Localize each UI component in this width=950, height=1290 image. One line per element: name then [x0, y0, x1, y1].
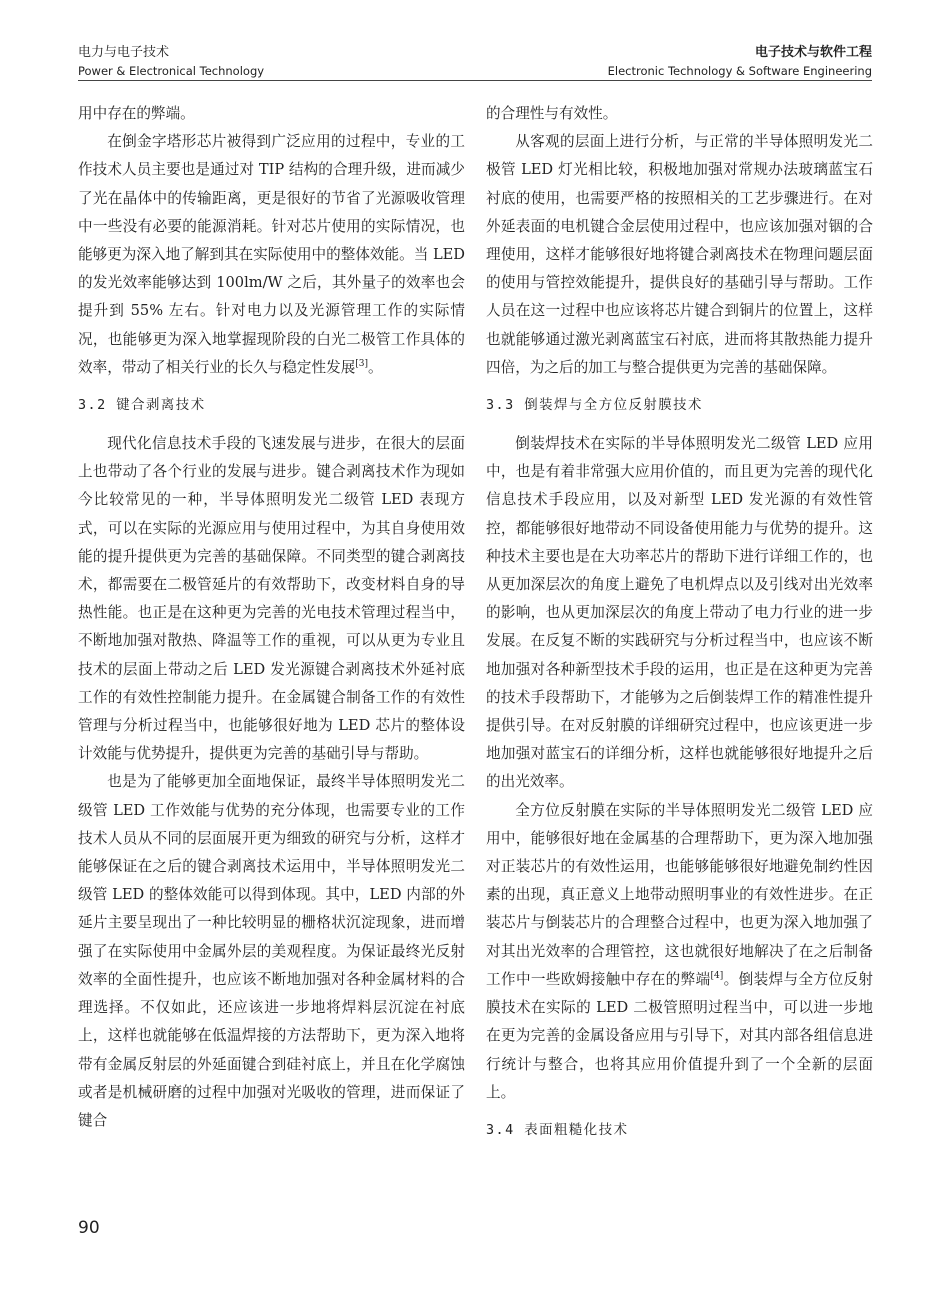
journal-category-cn: 电力与电子技术: [78, 45, 170, 60]
right-column: [486, 100, 873, 1155]
journal-title-cn: 电子技术与软件工程: [754, 45, 872, 60]
journal-category-en: Power & Electronical Technology: [78, 64, 265, 78]
paragraph: 用中存在的弊端。: [78, 105, 195, 122]
paragraph: [486, 797, 873, 1107]
section-heading-3-3: 3.3 倒装焊与全方位反射膜技术: [486, 398, 703, 414]
paragraph-text: 在倒金字塔形芯片被得到广泛应用的过程中，专业的工作技术人员主要也是通过对 TIP 结构的合理升级，进而减少了光在晶体中的传输距离，更是很好的节省了光源吸收管理中一些没有必要的能源消耗。针对芯片使用的实际情况，也能够更为深入地了解到其在实际使用中的整体效能。当 LED 的发光效率能够达到 100lm/W 之后，其外量子的效率也会提升到 55% 左右。针对电力以及光源管理工作的实际情况，也能够更为深入地掌握现阶段的白光二极管工作具体的效率，带动了相关行业的长久与稳定性发展: [78, 133, 465, 376]
journal-header-right: [608, 44, 872, 79]
paragraph: [78, 128, 465, 382]
paragraph-end: 。: [368, 358, 383, 376]
left-column: [78, 100, 465, 1135]
paragraph: 现代化信息技术手段的飞速发展与进步，在很大的层面上也带动了各个行业的发展与进步。键合剥离技术作为现如今比较常见的一种，半导体照明发光二级管 LED 表现方式，可以在实际的光源应用与使用过程中，为其自身使用效能的提升提供更为完善的基础保障。不同类型的键合剥离技术，都需要在二极管延片的有效帮助下，改变材料自身的导热性能。也正是在这种更为完善的光电技术管理过程当中，不断地加强对散热、降温等工作的重视，可以从更为专业且技术的层面上带动之后 LED 发光源键合剥离技术外延衬底工作的有效性控制能力提升。在金属键合制备工作的有效性管理与分析过程当中，也能够很好地为 LED 芯片的整体设计效能与优势提升，提供更为完善的基础引导与帮助。: [78, 435, 465, 763]
journal-title-en: Electronic Technology & Software Engineering: [607, 64, 872, 78]
paragraph-text: 全方位反射膜在实际的半导体照明发光二级管 LED 应用中，能够很好地在金属基的合理帮助下，更为深入地加强对正装芯片的有效性运用，也能够能够很好地避免制约性因素的出现，真正意义上地带动照明事业的有效性进步。在正装芯片与倒装芯片的合理整合过程中，也更为深入地加强了对其出光效率的合理管控，这也就很好地解决了在之后制备工作中一些欧姆接触中存在的弊端: [486, 801, 873, 988]
page-number: 90: [78, 1218, 100, 1238]
journal-header-left: [78, 44, 264, 79]
citation-ref: [4]: [710, 971, 724, 982]
paragraph: 也是为了能够更加全面地保证，最终半导体照明发光二级管 LED 工作效能与优势的充分体现，也需要专业的工作技术人员从不同的层面展开更为细致的研究与分析，这样才能够保证在之后的键合剥离技术运用中，半导体照明发光二级管 LED 的整体效能可以得到体现。其中，LED 内部的外延片主要呈现出了一种比较明显的栅格状沉淀现象，进而增强了在实际使用中金属外层的美观程度。为保证最终光反射效率的全面性提升，也应该不断地加强对各种金属材料的合理选择。不仅如此，还应该进一步地将焊料层沉淀在衬底上，这样也就能够在低温焊接的方法帮助下，更为深入地将带有金属反射层的外延面键合到硅衬底上，并且在化学腐蚀或者是机械研磨的过程中加强对光吸收的管理，进而保证了键合: [78, 773, 465, 1129]
paragraph: 从客观的层面上进行分析，与正常的半导体照明发光二极管 LED 灯光相比较，积极地加强对常规办法玻璃蓝宝石衬底的使用，也需要严格的按照相关的工艺步骤进行。在对外延表面的电机键合金层使用过程中，也应该加强对铟的合理使用，这样才能够很好地将键合剥离技术在物理问题层面的使用与管控效能提升，提供良好的基础引导与帮助。工作人员在这一过程中也应该将芯片键合到铜片的位置上，这样也就能够通过激光剥离蓝宝石衬底，进而将其散热能力提升四倍，为之后的加工与整合提供更为完善的基础保障。: [486, 133, 873, 376]
paragraph-end: 。倒装焊与全方位反射膜技术在实际的 LED 二极管照明过程当中，可以进一步地在更为完善的金属设备应用与引导下，对其内部各组信息进行统计与整合，也将其应用价值提升到了一个全新的层面上。: [486, 970, 873, 1101]
section-heading-3-4: 3.4 表面粗糙化技术: [486, 1122, 629, 1138]
section-heading-3-2: 3.2 键合剥离技术: [78, 398, 206, 414]
header-divider: [78, 80, 872, 81]
paragraph: 倒装焊技术在实际的半导体照明发光二级管 LED 应用中，也是有着非常强大应用价值的，而且更为完善的现代化信息技术手段应用，以及对新型 LED 发光源的有效性管控，都能够很好地带动不同设备使用能力与优势的提升。这种技术主要也是在大功率芯片的帮助下进行详细工作的，也从更加深层次的角度上避免了电机焊点以及引线对出光效率的影响，也从更加深层次的角度上带动了电力行业的进一步发展。在反复不断的实践研究与分析过程当中，也应该不断地加强对各种新型技术手段的运用，也正是在这种更为完善的技术手段帮助下，才能够为之后倒装焊工作的精准性提升提供引导。在对反射膜的详细研究过程中，也应该更进一步地加强对蓝宝石的详细分析，这样也就能够很好地提升之后的出光效率。: [486, 435, 873, 791]
paragraph: 的合理性与有效性。: [486, 105, 618, 122]
citation-ref: [3]: [355, 358, 369, 369]
